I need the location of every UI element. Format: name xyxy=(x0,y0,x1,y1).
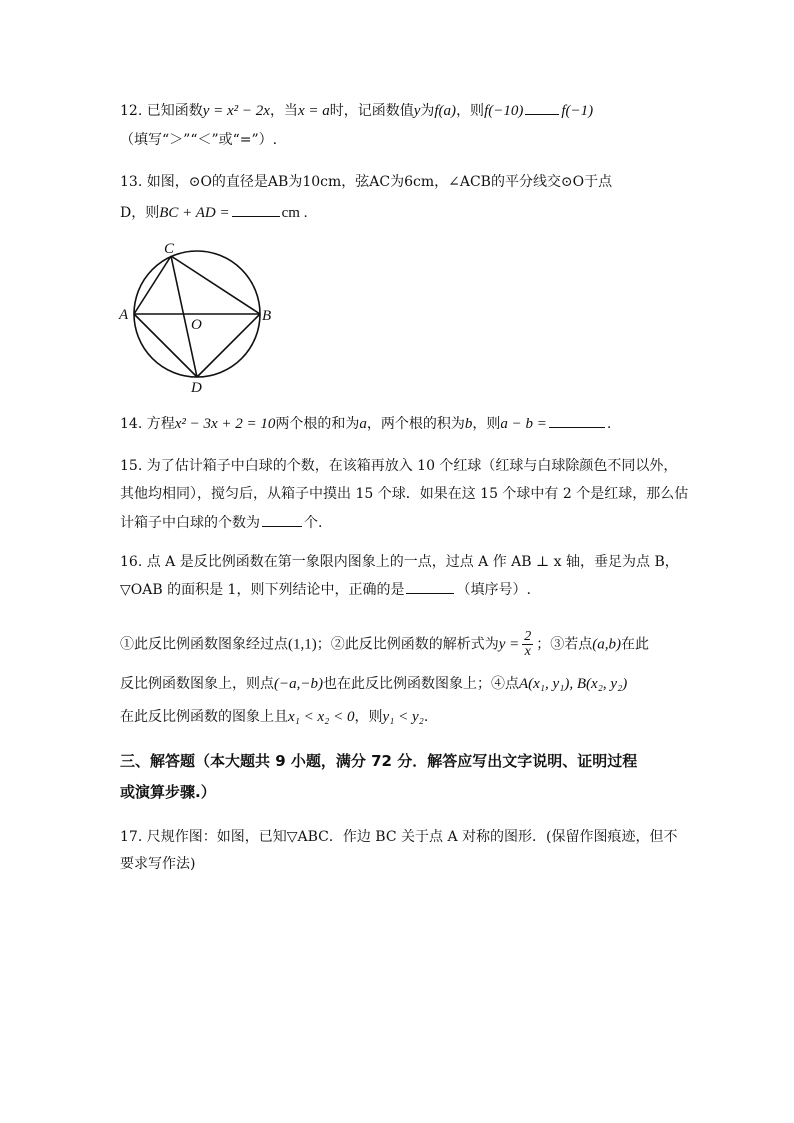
q13-expression: BC + AD = xyxy=(159,205,230,221)
q16-fraction xyxy=(522,630,533,659)
q16-inequality-x: x₁ < x₂ < 0 xyxy=(288,709,355,725)
q15-suffix: 个. xyxy=(304,515,323,531)
q16-line1: 16. 点 A 是反比例函数在第一象限内图象上的一点，过点 A 作 AB ⊥ x 轴，垂足为点 B， xyxy=(120,554,679,570)
q16-frac-numerator: 2 xyxy=(524,629,532,644)
section3-heading-line2: 或演算步骤.） xyxy=(120,783,216,801)
q15-line3 xyxy=(120,512,322,533)
q16-option3-cont: 反比例函数图象上，则点 xyxy=(120,676,274,692)
q15-line1: 15. 为了估计箱子中白球的个数，在该箱再放入 10 个红球（红球与白球除颜色不同以外， xyxy=(120,458,678,474)
q16-option4-cont: 在此反比例函数的图象上且 xyxy=(120,709,288,725)
q16-text-then: ，则 xyxy=(354,709,383,725)
q14-var-b: b xyxy=(464,416,473,432)
q15-line2: 其他均相同），搅匀后，从箱子中摸出 15 个球．如果在这 15 个球中有 2 个是红球，那么估 xyxy=(120,486,689,502)
q16-option3-tail: 在此 xyxy=(621,636,650,653)
q12-f-neg10: f(−10) xyxy=(484,103,524,119)
q14-text: 14. 方程 xyxy=(120,416,175,432)
label-c: C xyxy=(164,241,175,257)
q16-option4: 也在此反比例函数图象上；④点 xyxy=(322,676,519,692)
q12-condition: x = a xyxy=(297,103,330,119)
q14-var-a: a xyxy=(359,416,367,432)
q14-expression: a − b = xyxy=(500,416,547,432)
q12-text-then: ，则 xyxy=(456,103,485,119)
q12-text-mid: 时，记函数值 xyxy=(329,103,414,119)
q12-yvar: y xyxy=(413,103,421,119)
q16-text: ▽OAB 的面积是 1，则下列结论中，正确的是 xyxy=(120,582,405,598)
q12-text: 12. 已知函数 xyxy=(120,103,203,119)
q16-line5 xyxy=(120,707,428,727)
section3-heading-line1: 三、解答题（本大题共 9 小题，满分 72 分．解答应写出文字说明、证明过程 xyxy=(120,752,638,770)
q14-equation: x² − 3x + 2 = 10 xyxy=(174,416,276,432)
q12-fa: f(a) xyxy=(434,103,457,119)
chord-ad xyxy=(134,314,197,377)
q16-option3: ；③若点 xyxy=(536,636,593,653)
q16-answer-blank[interactable] xyxy=(406,579,454,594)
q12-line2: （填写“＞”“＜”或“=”）. xyxy=(120,132,278,148)
q16-line2 xyxy=(120,579,531,600)
label-o: O xyxy=(191,317,202,333)
q16-point-neg: (−a,−b) xyxy=(274,676,323,692)
q12-line1 xyxy=(120,100,593,121)
q16-y-equals: y = xyxy=(498,636,520,653)
q14-text-mid: 两个根的和为 xyxy=(275,416,360,432)
q16-line4 xyxy=(120,674,627,694)
q16-line3 xyxy=(120,630,649,659)
q15-answer-blank[interactable] xyxy=(262,512,302,527)
q17-line2: 要求写作法) xyxy=(120,856,196,872)
q14-line xyxy=(120,413,611,434)
label-d: D xyxy=(191,380,202,396)
q12-answer-blank[interactable] xyxy=(525,100,559,115)
q16-points-ab: A(x₁, y₁), B(x₂, y₂) xyxy=(518,676,628,692)
q12-f-neg1: f(−1) xyxy=(561,103,594,119)
q14-text-mid2: ，两个根的积为 xyxy=(366,416,465,432)
q16-suffix: （填序号）. xyxy=(456,582,531,598)
q13-line1: 13. 如图，⊙O的直径是AB为10cm，弦AC为6cm，∠ACB的平分线交⊙O于点 xyxy=(120,174,613,190)
q13-answer-blank[interactable] xyxy=(232,202,280,217)
q16-end: . xyxy=(423,709,429,725)
q14-end: . xyxy=(606,416,612,432)
q14-answer-blank[interactable] xyxy=(549,413,605,428)
q12-text-when: ，当 xyxy=(269,103,298,119)
chord-ac xyxy=(134,256,171,314)
circle-figure xyxy=(112,236,282,398)
q16-option1: ①此反比例函数图象经过点 xyxy=(120,636,288,653)
q13-unit: cm . xyxy=(281,205,308,221)
q16-option2: ；②此反比例函数的解析式为 xyxy=(316,636,499,653)
q13-text: D，则 xyxy=(120,205,160,221)
q16-frac-denominator: x xyxy=(524,644,531,659)
chord-bd xyxy=(197,314,260,377)
q15-text: 计箱子中白球的个数为 xyxy=(120,515,260,531)
q16-point-1-1: (1,1) xyxy=(288,636,317,653)
q17-line1: 17. 尺规作图：如图，已知▽ABC．作边 BC 关于点 A 对称的图形．(保留作图痕迹，但不 xyxy=(120,829,678,845)
q16-point-ab: (a,b) xyxy=(592,636,622,653)
label-b: B xyxy=(262,308,272,324)
q12-function: y = x² − 2x xyxy=(202,103,270,119)
q13-line2 xyxy=(120,202,307,223)
q14-text-then: ，则 xyxy=(472,416,501,432)
q12-text-as: 为 xyxy=(420,103,435,119)
label-a: A xyxy=(119,307,129,323)
q16-inequality-y: y₁ < y₂ xyxy=(382,709,424,725)
chord-cb xyxy=(171,256,260,314)
